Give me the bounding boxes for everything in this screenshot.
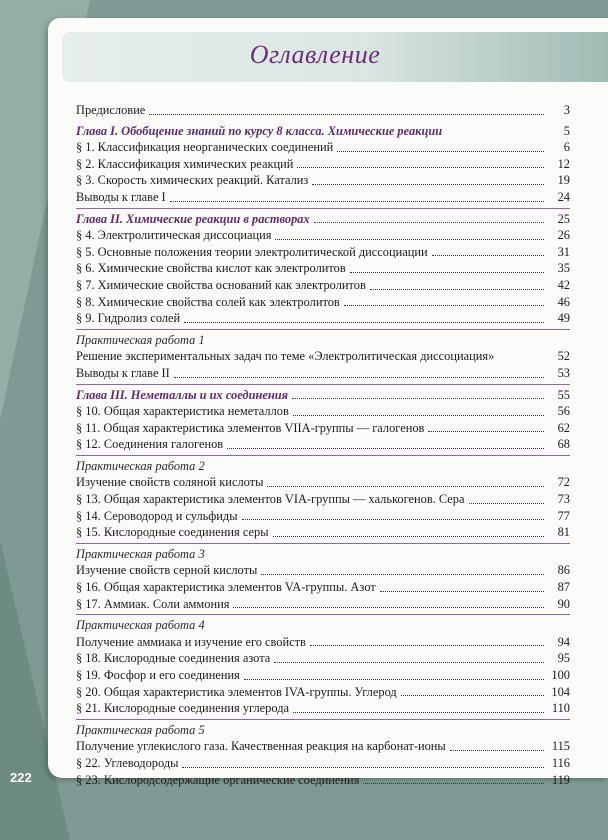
chapter-title: Глава I. Обобщение знаний по курсу 8 класса. Химические реакции [76, 123, 443, 138]
page-ref: 95 [557, 651, 570, 666]
toc-entry[interactable]: § 4. Электролитическая диссоциация 26 [76, 228, 570, 243]
toc-entry[interactable]: § 1. Классификация неорганических соединений 6 [76, 140, 570, 155]
page-ref: 6 [563, 140, 570, 155]
page-ref: 104 [551, 684, 570, 699]
toc-entry[interactable]: § 20. Общая характеристика элементов IVA-группы. Углерод 104 [76, 684, 570, 699]
chapter-title: Глава III. Неметаллы и их соединения [76, 387, 289, 402]
toc-entry[interactable]: § 21. Кислородные соединения углерода 110 [76, 701, 570, 716]
page-ref: 87 [557, 580, 570, 595]
page-ref: 62 [557, 420, 570, 435]
toc-entry[interactable]: Выводы к главе II 53 [76, 365, 570, 380]
page-ref: 68 [557, 437, 570, 452]
page-ref: 49 [557, 311, 570, 326]
page-ref: 42 [557, 277, 570, 292]
toc-entry[interactable]: § 13. Общая характеристика элементов VIA-группы — халькогенов. Сера 73 [76, 492, 570, 507]
toc-entry[interactable]: Предисловие 3 [76, 103, 570, 117]
toc-entry[interactable]: § 15. Кислородные соединения серы 81 [76, 525, 570, 540]
page-number: 222 [10, 770, 32, 785]
page-ref: 55 [557, 387, 570, 402]
page-ref: 46 [557, 294, 570, 309]
page-ref: 100 [551, 668, 570, 682]
toc-entry[interactable]: § 8. Химические свойства солей как электролитов 46 [76, 294, 570, 309]
toc-entry[interactable]: Изучение свойств серной кислоты 86 [76, 563, 570, 578]
toc-entry[interactable]: § 5. Основные положения теории электролитической диссоциации 31 [76, 244, 570, 259]
toc-entry[interactable]: § 10. Общая характеристика неметаллов 56 [76, 404, 570, 419]
practical-work-title: Практическая работа 3 [76, 546, 205, 561]
toc-entry[interactable]: Получение аммиака и изучение его свойств 94 [76, 634, 570, 649]
page-ref: 31 [557, 244, 570, 259]
chapter-title: Глава II. Химические реакции в растворах [76, 211, 310, 226]
page-ref: 94 [557, 634, 570, 649]
page-ref: 35 [557, 261, 570, 276]
toc-entry[interactable]: Изучение свойств соляной кислоты 72 [76, 475, 570, 490]
page-ref: 90 [557, 596, 570, 611]
toc-entry[interactable]: § 3. Скорость химических реакций. Катализ 19 [76, 173, 570, 188]
toc-chapter[interactable] [76, 387, 570, 404]
page-title: Оглавление [249, 40, 381, 69]
page-ref: 25 [557, 211, 570, 226]
page-ref: 72 [557, 475, 570, 490]
practical-work-title: Практическая работа 5 [76, 722, 205, 737]
page-ref: 77 [557, 508, 570, 523]
divider [76, 384, 570, 385]
page-ref: 19 [557, 173, 570, 188]
toc-chapter[interactable] [76, 123, 570, 140]
toc-entry[interactable]: § 19. Фосфор и его соединения 100 [76, 668, 570, 682]
toc-entry[interactable]: § 12. Соединения галогенов 68 [76, 437, 570, 452]
toc-entry[interactable]: § 18. Кислородные соединения азота 95 [76, 651, 570, 666]
page-ref: 81 [557, 525, 570, 540]
toc-chapter[interactable] [76, 211, 570, 228]
page-ref: 52 [557, 349, 570, 364]
page-ref: 3 [563, 103, 570, 117]
toc-entry[interactable]: § 11. Общая характеристика элементов VIIA-группы — галогенов 62 [76, 420, 570, 435]
practical-work-title: Практическая работа 2 [76, 458, 205, 473]
page-ref: 110 [551, 701, 570, 716]
page-ref: 24 [557, 189, 570, 204]
divider [76, 614, 570, 615]
toc-entry[interactable]: § 14. Сероводород и сульфиды 77 [76, 508, 570, 523]
toc-entry[interactable]: § 9. Гидролиз солей 49 [76, 311, 570, 326]
page-ref: 73 [557, 492, 570, 507]
divider [76, 208, 570, 209]
page-ref: 86 [557, 563, 570, 578]
table-of-contents [76, 102, 570, 788]
header-band [62, 32, 608, 82]
page-ref: 115 [551, 739, 570, 754]
toc-entry[interactable]: § 22. Углеводороды 116 [76, 755, 570, 770]
page-ref: 119 [551, 772, 570, 787]
divider [76, 719, 570, 720]
toc-entry[interactable]: § 6. Химические свойства кислот как электролитов 35 [76, 261, 570, 276]
toc-entry[interactable]: § 23. Кислородсодержащие органические соединения 119 [76, 772, 570, 787]
toc-entry[interactable]: § 7. Химические свойства оснований как электролитов 42 [76, 277, 570, 292]
toc-entry[interactable]: Выводы к главе I 24 [76, 189, 570, 204]
page-ref: 53 [557, 365, 570, 380]
toc-entry[interactable]: Решение экспериментальных задач по теме «Электролитическая диссоциация» 52 [76, 349, 570, 364]
page-ref: 5 [563, 123, 570, 138]
practical-work-title: Практическая работа 4 [76, 618, 205, 633]
practical-work-title: Практическая работа 1 [76, 332, 205, 347]
page-ref: 12 [557, 156, 570, 171]
toc-entry[interactable]: § 2. Классификация химических реакций 12 [76, 156, 570, 171]
toc-entry[interactable]: Получение углекислого газа. Качественная реакция на карбонат-ионы 115 [76, 739, 570, 754]
divider [76, 455, 570, 456]
page-ref: 56 [557, 404, 570, 419]
divider [76, 543, 570, 544]
divider [76, 329, 570, 330]
toc-entry[interactable]: § 16. Общая характеристика элементов VA-группы. Азот 87 [76, 580, 570, 595]
toc-entry[interactable]: § 17. Аммиак. Соли аммония 90 [76, 596, 570, 611]
page-ref: 26 [557, 228, 570, 243]
page-ref: 116 [551, 755, 570, 770]
